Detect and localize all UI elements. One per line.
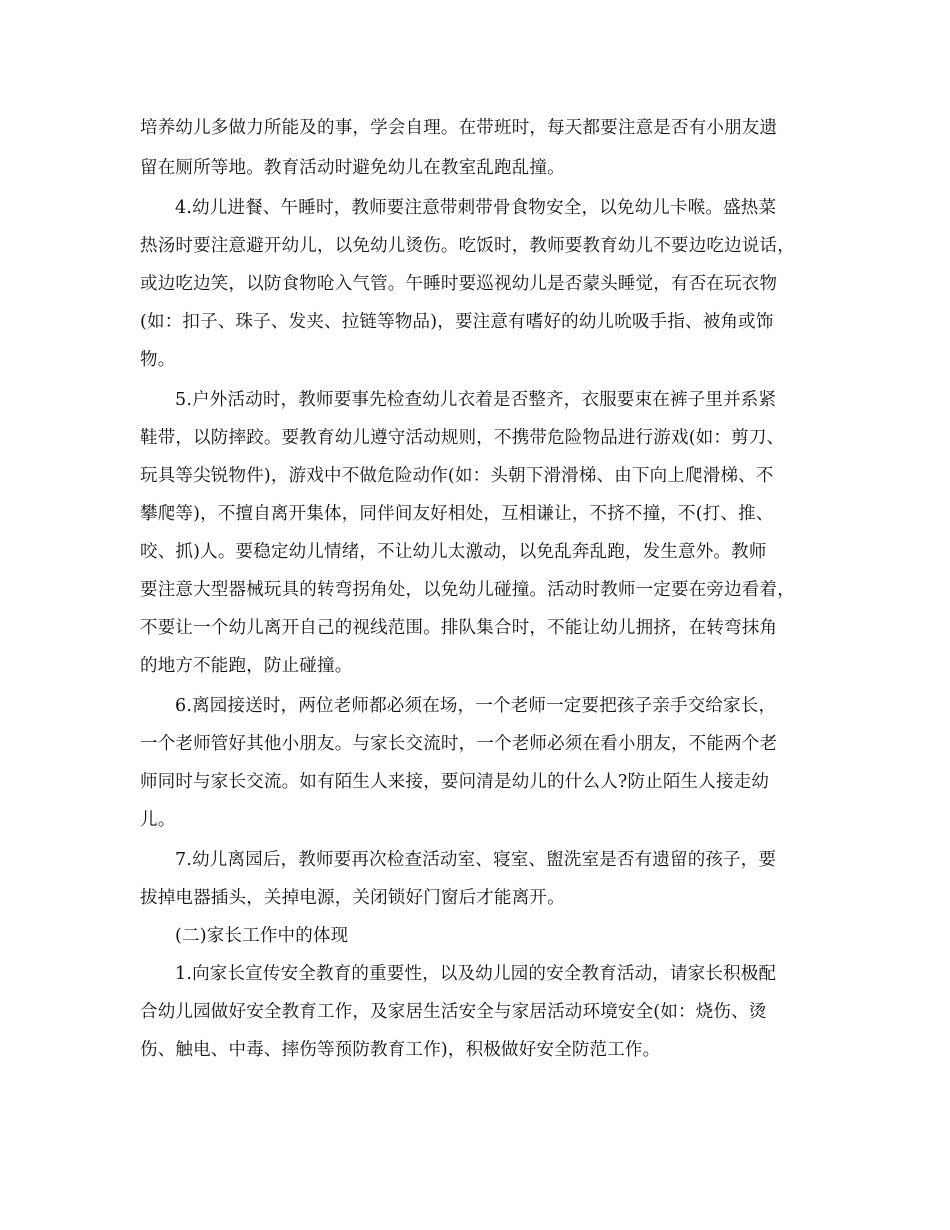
text-line: (如：扣子、珠子、发夹、拉链等物品)，要注意有嗜好的幼儿吮吸手指、被角或饰 — [140, 312, 774, 332]
section-heading: (二)家长工作中的体现 — [175, 926, 349, 946]
text-line: 的地方不能跑，防止碰撞。 — [140, 656, 353, 676]
text-line: 咬、抓)人。要稳定幼儿情绪，不让幼儿太激动，以免乱奔乱跑，发生意外。教师 — [140, 542, 767, 562]
text-line: 合幼儿园做好安全教育工作，及家居生活安全与家居活动环境安全(如：烧伤、烫 — [140, 1002, 767, 1022]
paragraph-5-line: 5.户外活动时，教师要事先检查幼儿衣着是否整齐，衣服要束在裤子里并系紧 — [175, 390, 777, 410]
paragraph-1-line: 1.向家长宣传安全教育的重要性，以及幼儿园的安全教育活动，请家长积极配 — [175, 964, 777, 984]
text-line: 或边吃边笑，以防食物呛入气管。午睡时要巡视幼儿是否蒙头睡觉，有否在玩衣物 — [140, 274, 778, 294]
text-line: 留在厕所等地。教育活动时避免幼儿在教室乱跑乱撞。 — [140, 158, 565, 178]
text-line: 儿。 — [140, 810, 176, 830]
text-line: 攀爬等)，不擅自离开集体，同伴间友好相处，互相谦让，不挤不撞，不(打、推、 — [140, 504, 774, 524]
text-line: 伤、触电、中毒、摔伤等预防教育工作)，积极做好安全防范工作。 — [140, 1040, 661, 1060]
text-line: 物。 — [140, 350, 176, 370]
paragraph-6-line: 6.离园接送时，两位老师都必须在场，一个老师一定要把孩子亲手交给家长， — [175, 696, 777, 716]
paragraph-7-line: 7.幼儿离园后，教师要再次检查活动室、寝室、盥洗室是否有遗留的孩子，要 — [175, 850, 777, 870]
text-line: 要注意大型器械玩具的转弯拐角处，以免幼儿碰撞。活动时教师一定要在旁边看着， — [140, 580, 795, 600]
text-line: 师同时与家长交流。如有陌生人来接，要问清是幼儿的什么人?防止陌生人接走幼 — [140, 772, 770, 792]
text-line: 热汤时要注意避开幼儿，以免幼儿烫伤。吃饭时，教师要教育幼儿不要边吃边说话， — [140, 236, 795, 256]
text-line: 玩具等尖锐物件)，游戏中不做危险动作(如：头朝下滑滑梯、由下向上爬滑梯、不 — [140, 466, 774, 486]
text-line: 不要让一个幼儿离开自己的视线范围。排队集合时，不能让幼儿拥挤，在转弯抹角 — [140, 618, 778, 638]
text-line: 鞋带，以防摔跤。要教育幼儿遵守活动规则，不携带危险物品进行游戏(如：剪刀、 — [140, 428, 785, 448]
paragraph-4-line: 4.幼儿进餐、午睡时，教师要注意带刺带骨食物安全，以免幼儿卡喉。盛热菜 — [175, 198, 777, 218]
text-line: 一个老师管好其他小朋友。与家长交流时，一个老师必须在看小朋友，不能两个老 — [140, 734, 778, 754]
text-line: 拔掉电器插头，关掉电源，关闭锁好门窗后才能离开。 — [140, 888, 565, 908]
text-line: 培养幼儿多做力所能及的事，学会自理。在带班时，每天都要注意是否有小朋友遗 — [140, 118, 778, 138]
